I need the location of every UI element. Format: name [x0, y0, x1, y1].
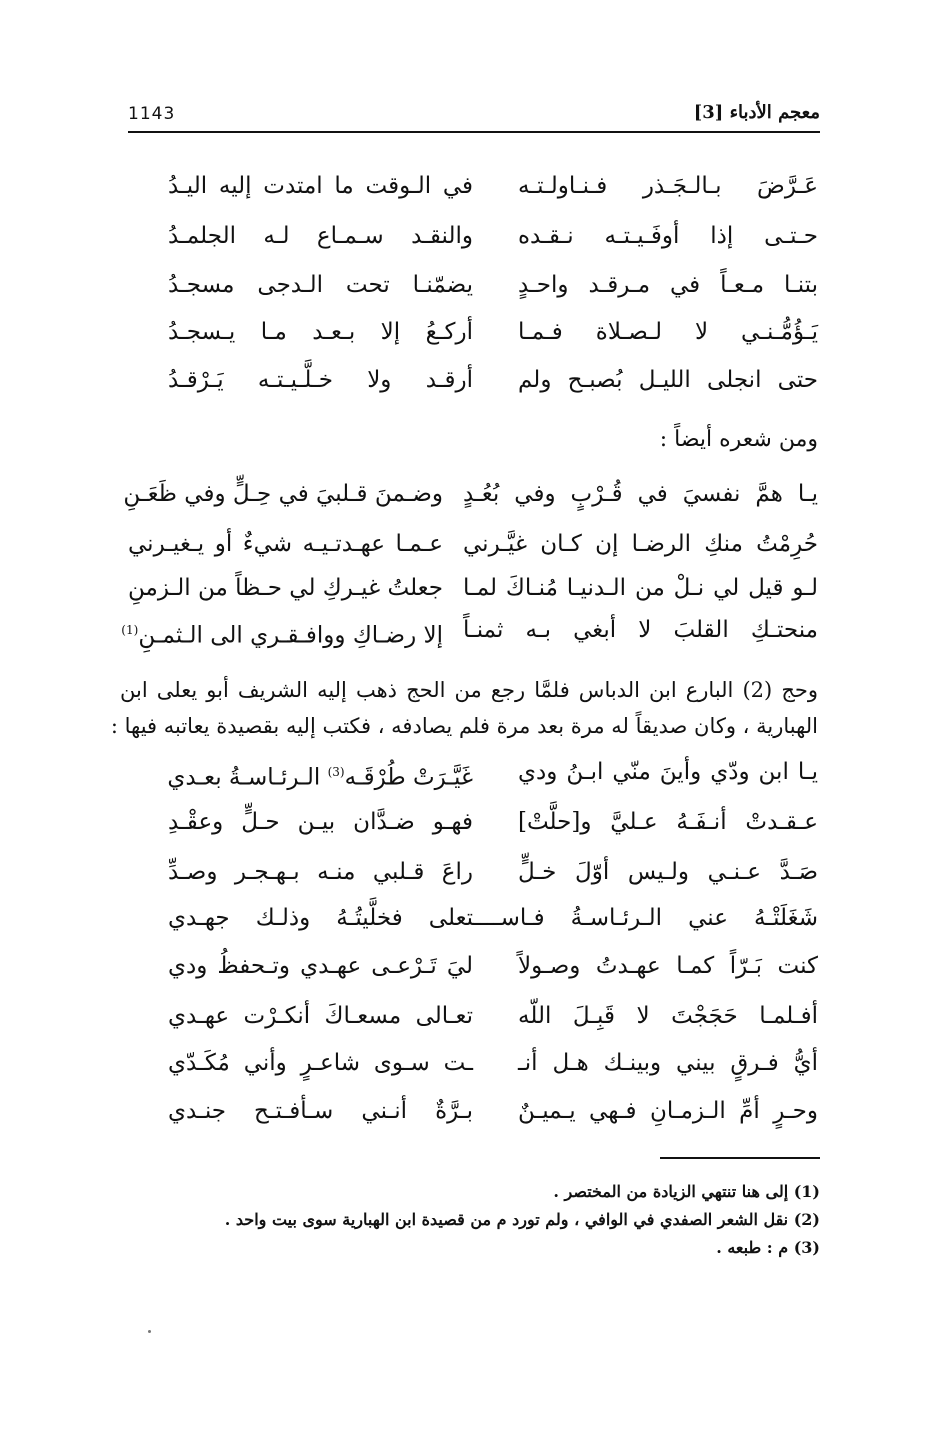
footnotes	[120, 1178, 820, 1262]
verse	[0, 474, 938, 518]
second-hemistich: عـمـا عهـدتـيـه شيءٌ أو يـغيـرني	[128, 531, 443, 557]
first-hemistich: لـو قيل لي نـلْ من الـدنيـا مُنـاكَ لمـا	[463, 575, 818, 601]
verse	[0, 852, 938, 896]
first-hemistich: صَـدَّ عـنـي ولـيس أوّلَ خـلٍّ	[518, 859, 818, 885]
first-hemistich: منحتـكِ القلبَ لا أبغي بـه ثمنـاً	[463, 617, 818, 643]
prose-line: الهبارية ، وكان صديقاً له مرة بعد مرة فلم يصادفه ، فكتب إليه بقصيدة يعاتبه فيها :	[110, 714, 818, 738]
verse	[0, 1091, 938, 1135]
first-hemistich: أفـلمـا حَجَجْتَ لا قَبِـلَ اللّه	[518, 1003, 818, 1029]
first-hemistich: بتنـا مـعـاً في مـرقـد واحـدٍ	[518, 272, 818, 298]
hemistich-text: الـرئـاسـةُ بعـدي	[167, 764, 328, 791]
verse	[0, 524, 938, 568]
hemistich-text: إلا رضـاكِ ووافـقـري الى الـثمـنِ	[138, 622, 443, 649]
footnote: (2) نقل الشعر الصفدي في الوافي ، ولم تورد م من قصيدة ابن الهبارية سوى بيت واحد .	[224, 1210, 820, 1229]
first-hemistich: يـا ابن ودّي وأينَ منّي ابـنُ ودي	[518, 759, 818, 785]
second-hemistich: ـت سـوى شاعـرٍ وأني مُكَـدّي	[168, 1050, 473, 1076]
second-hemistich: ليَ تَـرْعـى عهـدي وتـحفظُ ودي	[168, 953, 473, 979]
first-hemistich: كنت بَـرّاً كمـا عهـدتُ وصـولاً	[518, 953, 818, 979]
first-hemistich: يـا همَّ نفسيَ في قُـرْبٍ وفي بُعُـدٍ	[463, 481, 818, 507]
verse	[0, 752, 938, 796]
running-title: معجم الأدباء [3]	[693, 102, 820, 123]
second-hemistich: جعلتُ غيـركِ لي حـظاً من الـزمنِ	[128, 575, 443, 601]
poem-2-intro: ومن شعره أيضاً :	[659, 427, 818, 452]
first-hemistich: أيُّ فـرقٍ بيني وبينـك هـل أنـ	[518, 1050, 818, 1076]
verse	[0, 360, 938, 404]
verse	[0, 802, 938, 846]
second-hemistich: يضمّنـا تحت الـدجى مسجـدُ	[168, 272, 473, 298]
verse	[0, 996, 938, 1040]
second-hemistich: أرقـد ولا خـلَّـيـتـه يَـرْقـدُ	[168, 367, 473, 393]
second-hemistich: أركـعُ إلا بـعـد مـا يـسجـدُ	[168, 319, 473, 345]
second-hemistich	[168, 752, 473, 798]
first-hemistich: عـقـدتْ أنـفَـهُ عـليَّ و[حلَّتْ]	[518, 809, 818, 835]
second-hemistich: تعـالى مسعـاكَ أنكـرْت عهـدي	[168, 1003, 473, 1029]
second-hemistich	[121, 610, 443, 656]
verse	[0, 1043, 938, 1087]
second-hemistich: بـرَّةٌ أنـني سـأفـتـح جنـدي	[168, 1098, 473, 1124]
footnote: (3) م : طبعه .	[716, 1238, 820, 1257]
page-number: 1143	[128, 104, 176, 124]
verse	[0, 946, 938, 990]
prose-line: وحج (2) البارع ابن الدباس فلمَّا رجع من الحج ذهب إليه الشريف أبو يعلى ابن	[120, 678, 818, 702]
footnote-ref: (1)	[121, 623, 139, 637]
verse	[0, 312, 938, 356]
header-rule	[128, 131, 820, 133]
hemistich-text: غَيَّـرَتْ طُرْقَـه	[344, 764, 473, 791]
first-hemistich: حتى انجلى الليـل بُصبـح ولم	[518, 367, 818, 393]
footnote-ref: (3)	[327, 765, 345, 779]
verse	[0, 265, 938, 309]
first-hemistich: وحـرٍ أمِّ الـزمـانِ فـهي يـميـنٌ	[518, 1098, 818, 1124]
second-hemistich: والنقـد سـمـاع لـه الجلمـدُ	[168, 223, 473, 249]
footnote-rule	[660, 1157, 820, 1159]
verse	[0, 216, 938, 260]
scan-speck	[148, 1330, 151, 1333]
second-hemistich: فهـو ضـدَّان بيـن حـلٍّ وعقْـدِ	[168, 809, 473, 835]
footnote: (1) إلى هنا تنتهي الزيادة من المختصر .	[553, 1182, 820, 1201]
verse	[0, 898, 938, 942]
first-hemistich: عَـرَّضَ بـالـجَـذر فـنـاولـتـه	[518, 173, 818, 199]
second-hemistich: في الـوقت ما امتدت إليه اليـدُ	[168, 173, 473, 199]
first-hemistich: حُرِمْتُ منكِ الرضـا إن كـان غيَّـرني	[463, 531, 818, 557]
first-hemistich: يَـؤُمُّـنـي لا لـصـلاة فـمـا	[518, 319, 818, 345]
verse	[0, 610, 938, 654]
second-hemistich: وضـمنَ قـلبيَ في حِـلٍّ وفي ظَعَـنِ	[123, 481, 443, 507]
first-hemistich: حـتـى إذا أوفَـيـتـه نـقـده	[518, 223, 818, 249]
full-verse: شَغَلَتْـهُ عني الـرئـاسـةُ فـاســــتعلى فخلَّيتُـهُ وذلـك جهـدي	[168, 905, 818, 931]
verse	[0, 568, 938, 612]
prose-paragraph	[110, 672, 818, 744]
verse	[0, 166, 938, 210]
second-hemistich: راعَ قـلبي منـه بـهـجـر وصـدِّ	[168, 859, 473, 885]
page-header	[128, 88, 820, 128]
